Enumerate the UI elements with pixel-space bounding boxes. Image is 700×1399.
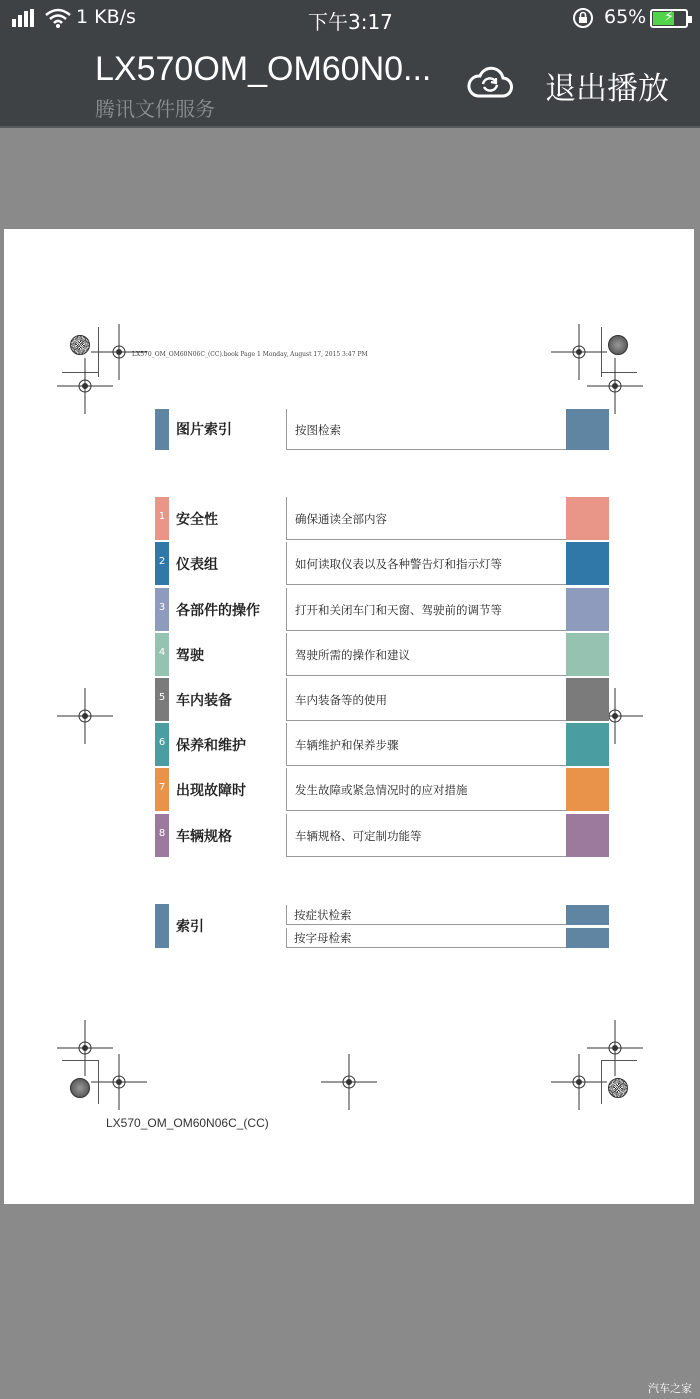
chapter-color-bar [155, 633, 169, 676]
registration-rosette [608, 335, 628, 355]
description-box [286, 409, 566, 450]
document-title: LX570OM_OM60N0... [95, 50, 432, 88]
chapter-row[interactable] [155, 633, 610, 676]
chapter-row[interactable] [155, 497, 610, 540]
chapter-row[interactable] [155, 814, 610, 857]
chapter-number: 5 [158, 692, 166, 703]
top-bar [0, 0, 700, 128]
chapter-row[interactable] [155, 542, 610, 585]
battery-percent: 65% [604, 6, 647, 28]
chapter-number: 7 [158, 782, 166, 793]
chapter-description: 打开和关闭车门和天窗、驾驶前的调节等 [295, 603, 502, 617]
chapter-description: 车辆维护和保养步骤 [295, 738, 399, 752]
chapter-tab[interactable] [566, 633, 609, 676]
chapter-tab[interactable] [566, 768, 609, 811]
chapter-title: 安全性 [176, 512, 218, 528]
chapter-description: 车内装备等的使用 [295, 693, 387, 707]
crosshair-mark [321, 1054, 377, 1110]
chapter-title: 车辆规格 [176, 829, 232, 845]
picture-index-description: 按图检索 [295, 423, 341, 437]
battery-nub [688, 16, 692, 23]
cloud-sync-icon[interactable] [466, 62, 514, 102]
chapter-number: 4 [158, 647, 166, 658]
index-entry-label: 按字母检索 [294, 931, 352, 945]
chapter-number: 1 [158, 511, 166, 522]
chapter-tab[interactable] [566, 814, 609, 857]
chapter-number: 8 [158, 828, 166, 839]
crosshair-mark [587, 358, 643, 414]
footer-code: LX570_OM_OM60N06C_(CC) [106, 1116, 269, 1130]
chapter-description: 驾驶所需的操作和建议 [295, 648, 410, 662]
section-color-bar [155, 904, 169, 948]
wifi-icon [44, 8, 72, 28]
chapter-title: 保养和维护 [176, 738, 246, 754]
cellular-signal-icon [12, 9, 38, 27]
chapter-color-bar [155, 723, 169, 766]
chapter-tab[interactable] [566, 678, 609, 721]
battery-icon [650, 9, 688, 28]
chapter-color-bar [155, 588, 169, 631]
description-box [286, 588, 566, 631]
chapter-number: 6 [158, 737, 166, 748]
crop-line [601, 1060, 602, 1104]
picture-index-row[interactable] [155, 409, 610, 450]
chapter-title: 出现故障时 [176, 783, 246, 799]
registration-rosette [608, 1078, 628, 1098]
index-title: 索引 [176, 919, 204, 935]
index-tab[interactable] [566, 928, 609, 948]
description-box [286, 542, 566, 585]
crosshair-mark [91, 1054, 147, 1110]
index-entry[interactable] [286, 905, 610, 925]
chapter-number: 3 [158, 602, 166, 613]
chapter-tab[interactable] [566, 588, 609, 631]
book-header-line: LX570_OM_OM60N06C_(CC).book Page 1 Monday, August 17, 2015 3:47 PM [132, 351, 368, 358]
crosshair-mark [57, 358, 113, 414]
description-box [286, 768, 566, 811]
chapter-color-bar [155, 542, 169, 585]
service-subtitle: 腾讯文件服务 [95, 97, 215, 121]
chapter-tab[interactable] [566, 723, 609, 766]
chapter-tab[interactable] [566, 542, 609, 585]
rotation-lock-icon [572, 7, 596, 29]
section-color-bar [155, 409, 169, 450]
chapter-row[interactable] [155, 768, 610, 811]
chapter-description: 确保通读全部内容 [295, 512, 387, 526]
chapter-description: 车辆规格、可定制功能等 [295, 829, 422, 843]
description-box [286, 814, 566, 857]
chapter-title: 车内装备 [176, 693, 232, 709]
index-tab[interactable] [566, 905, 609, 925]
chapter-row[interactable] [155, 678, 610, 721]
thumb-index-tab[interactable] [566, 409, 609, 450]
chapter-row[interactable] [155, 723, 610, 766]
crop-line [98, 1060, 99, 1104]
chapter-color-bar [155, 678, 169, 721]
chapter-number: 2 [158, 556, 166, 567]
crosshair-mark [551, 1054, 607, 1110]
chapter-description: 如何读取仪表以及各种警告灯和指示灯等 [295, 557, 502, 571]
exit-playback-button[interactable]: 退出播放 [545, 71, 669, 107]
chapter-title: 驾驶 [176, 648, 204, 664]
description-box [286, 678, 566, 721]
chapter-tab[interactable] [566, 497, 609, 540]
chapter-row[interactable] [155, 588, 610, 631]
description-box [286, 723, 566, 766]
picture-index-title: 图片索引 [176, 422, 232, 438]
chapter-color-bar [155, 814, 169, 857]
network-speed: 1 KB/s [76, 6, 136, 28]
crop-line [62, 1060, 98, 1061]
description-box [286, 633, 566, 676]
charging-bolt-icon: ⚡ [664, 9, 674, 25]
status-bar [0, 0, 700, 36]
index-entry-label: 按症状检索 [294, 908, 352, 922]
registration-rosette [70, 1078, 90, 1098]
chapter-color-bar [155, 497, 169, 540]
clock: 下午3:17 [308, 10, 393, 34]
chapter-title: 仪表组 [176, 557, 218, 573]
chapter-color-bar [155, 768, 169, 811]
chapter-description: 发生故障或紧急情况时的应对措施 [295, 783, 468, 797]
crop-line [601, 1060, 637, 1061]
watermark: 汽车之家 [648, 1382, 692, 1395]
description-box [286, 497, 566, 540]
index-entry[interactable] [286, 928, 610, 948]
chapter-title: 各部件的操作 [176, 603, 260, 619]
header-divider [0, 126, 700, 128]
crosshair-mark [57, 688, 113, 744]
registration-rosette [70, 335, 90, 355]
